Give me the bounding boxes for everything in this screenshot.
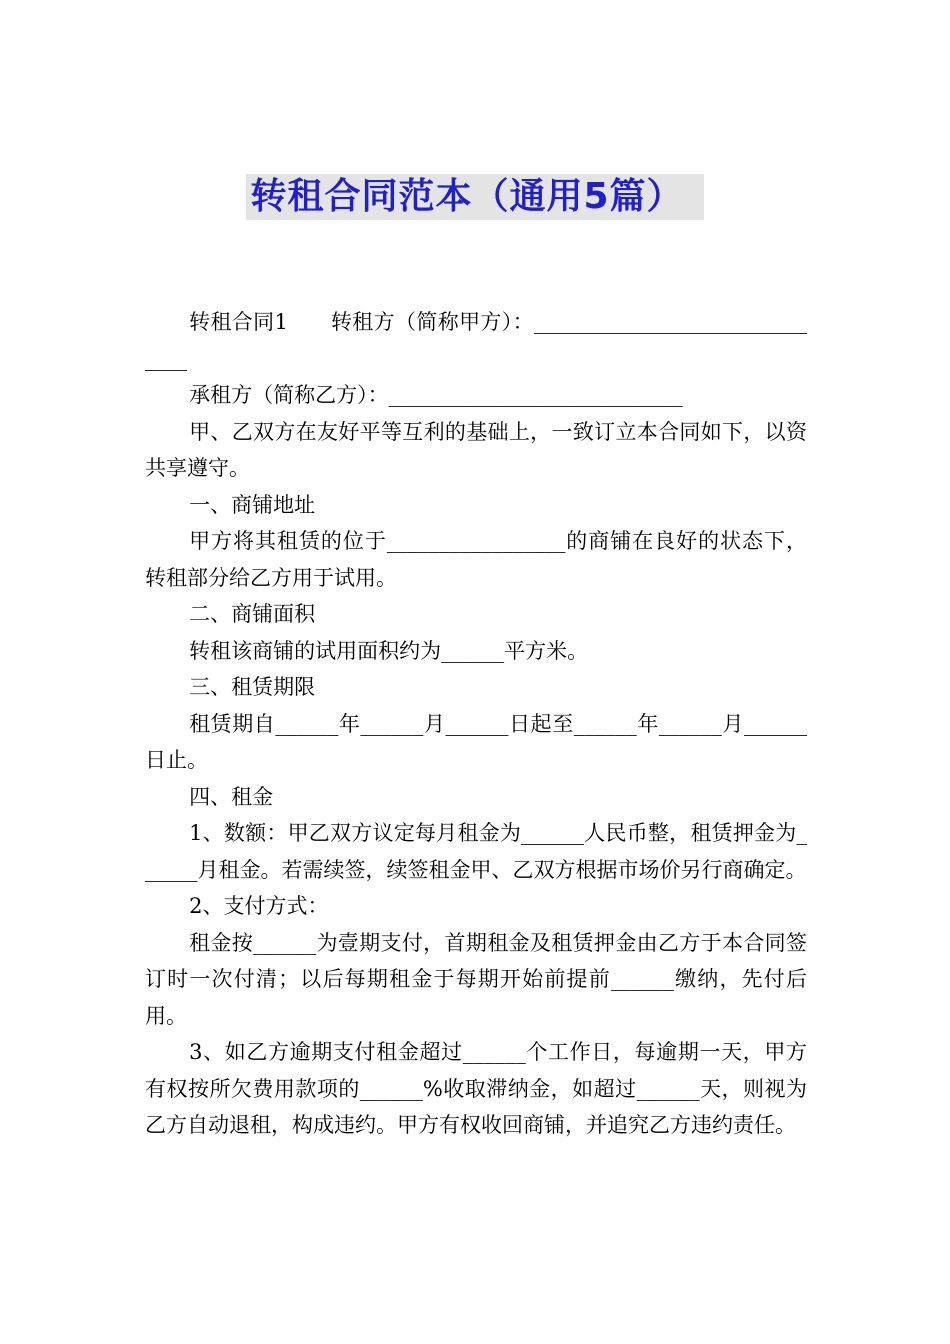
paragraph-shop-area: 转租该商铺的试用面积约为______平方米。 [189, 638, 589, 663]
paragraph-rent-amount: 1、数额：甲乙双方议定每月租金为______人民币整，租赁押金为______月租金。若需续签，续签租金甲、乙双方根据市场价另行商确定。 [145, 821, 807, 882]
paragraph-shop-address: 甲方将其租赁的位于_________________的商铺在良好的状态下，转租部分给乙方用于试用。 [145, 529, 807, 590]
heading-shop-area: 二、商铺面积 [189, 602, 316, 626]
paragraph-lease-term: 租赁期自______年______月______日起至______年______月______日止。 [145, 711, 807, 772]
paragraph-parties-lessee: 承租方（简称乙方）：____________________________ [189, 383, 683, 407]
paragraph-payment-method-label: 2、支付方式： [189, 894, 329, 918]
document-body [145, 304, 807, 1144]
heading-shop-address: 一、商铺地址 [189, 492, 316, 517]
paragraph-parties-lessor: 转租合同1 转租方（简称甲方）：______________________________ [145, 310, 807, 371]
heading-lease-term: 三、租赁期限 [189, 675, 316, 699]
heading-rent: 四、租金 [189, 784, 274, 809]
document-title: 转租合同范本（通用5篇） [246, 174, 703, 220]
paragraph-late-payment: 3、如乙方逾期支付租金超过______个工作日，每逾期一天，甲方有权按所欠费用款项的______%收取滞纳金，如超过______天，则视为乙方自动退租，构成违约。甲方有权收回商铺，并追究乙方违约责任。 [145, 1040, 807, 1137]
paragraph-payment-method: 租金按______为壹期支付，首期租金及租赁押金由乙方于本合同签订时一次付清；以后每期租金于每期开始前提前______缴纳，先付后用。 [145, 930, 807, 1028]
title-container [0, 174, 950, 220]
paragraph-preamble: 甲、乙双方在友好平等互利的基础上，一致订立本合同如下，以资共享遵守。 [145, 419, 807, 480]
